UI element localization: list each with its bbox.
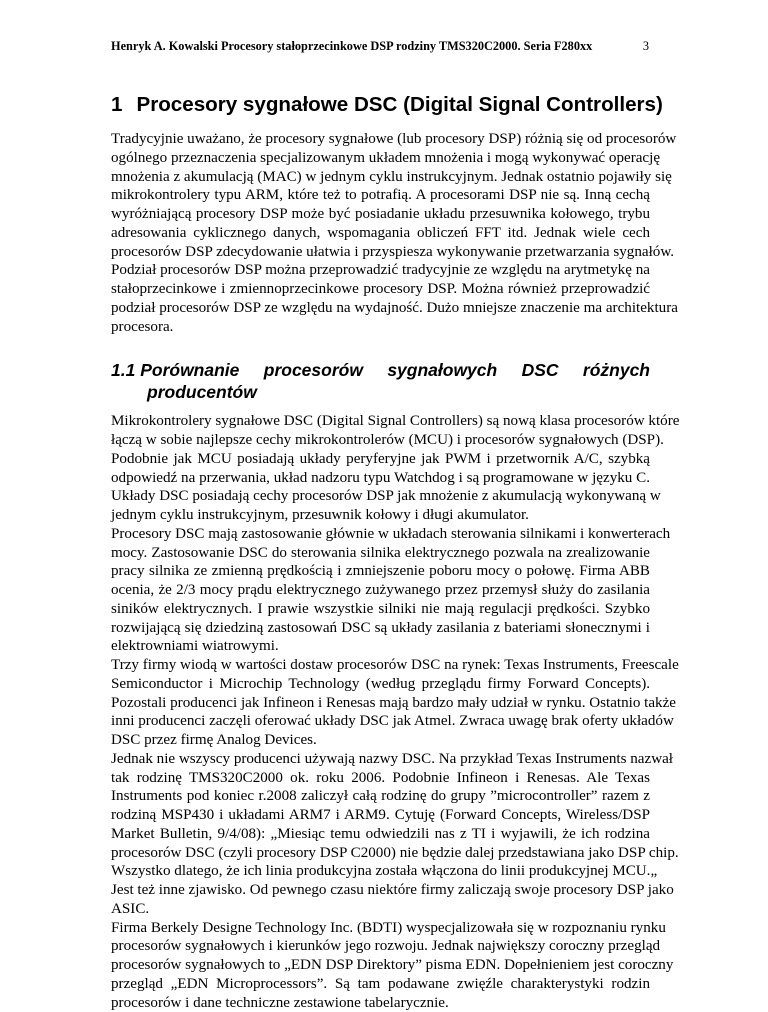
text-line: Firma Berkely Designe Technology Inc. (BDTI) wyspecjalizowała się w rozpoznaniu rynku bbox=[111, 919, 650, 938]
text-line: procesorów i dane techniczne zestawione tabelarycznie. bbox=[111, 994, 650, 1012]
text-line: wyróżniającą procesory DSP może być posiadanie układu przesuwnika kołowego, trybu bbox=[111, 205, 650, 224]
text-line: Semiconductor i Microchip Technology (według przeglądu firmy Forward Concepts). bbox=[111, 675, 650, 694]
text-line: elektrowniami wiatrowymi. bbox=[111, 637, 650, 656]
text-line: procesorów sygnałowych to „EDN DSP Direktory” pisma EDN. Dopełnieniem jest coroczny bbox=[111, 956, 650, 975]
section-1-1-number-and-word bbox=[111, 360, 239, 382]
text-line: ocenia, że 2/3 mocy prądu elektrycznego zużywanego przez przemysł służy do zasilania bbox=[111, 581, 650, 600]
text-line: DSC przez firmę Analog Devices. bbox=[111, 731, 650, 750]
text-line: rodziną MSP430 i układami ARM7 i ARM9. Cytuję (Forward Concepts, Wireless/DSP bbox=[111, 806, 650, 825]
text-line: podział procesorów DSP ze względu na wydajność. Dużo mniejsze znaczenie ma architektura bbox=[111, 299, 650, 318]
text-line: procesorów DSP zdecydowanie ułatwia i przyspiesza wykonywanie przetwarzania sygnałów. bbox=[111, 243, 650, 262]
text-line: adresowania cyklicznego danych, wspomagania obliczeń FFT itd. Jednak wiele cech bbox=[111, 224, 650, 243]
section-1-title: Procesory sygnałowe DSC (Digital Signal Controllers) bbox=[136, 93, 662, 116]
text-line: Mikrokontrolery sygnałowe DSC (Digital Signal Controllers) są nową klasa procesorów które bbox=[111, 412, 650, 431]
running-header: Henryk A. Kowalski Procesory stałoprzecinkowe DSP rodziny TMS320C2000. Seria F280xx bbox=[111, 38, 649, 54]
text-line: ASIC. bbox=[111, 900, 650, 919]
section-1-number: 1 bbox=[111, 93, 122, 116]
section-1-paragraph bbox=[111, 130, 650, 336]
text-line: procesorów sygnałowych i kierunków jego rozwoju. Jednak największy coroczny przegląd bbox=[111, 937, 650, 956]
text-line: ogólnego przeznaczenia specjalizowanym układem mnożenia i mogą wykonywać operację bbox=[111, 149, 650, 168]
page-content bbox=[111, 90, 650, 1012]
text-line: stałoprzecinkowe i zmiennoprzecinkowe procesory DSP. Można również przeprowadzić bbox=[111, 280, 650, 299]
text-line: rozwijającą się dziedziną zastosowań DSC są układy zasilania z bateriami słonecznymi i bbox=[111, 619, 650, 638]
text-line: tak rodzinę TMS320C2000 ok. roku 2006. Podobnie Infineon i Renesas. Ale Texas bbox=[111, 769, 650, 788]
text-line: przegląd „EDN Microprocessors”. Są tam podawane zwięźle charakterystyki rodzin bbox=[111, 975, 650, 994]
text-line: Procesory DSC mają zastosowanie głównie w układach sterowania silnikami i konwerterach bbox=[111, 525, 650, 544]
text-line: Podobnie jak MCU posiadają układy peryferyjne jak PWM i przetwornik A/C, szybką bbox=[111, 450, 650, 469]
text-line: siników elektrycznych. I prawie wszystkie silniki nie mają regulacji prędkości. Szybko bbox=[111, 600, 650, 619]
text-line: Podział procesorów DSP można przeprowadzić tradycyjnie ze względu na arytmetykę na bbox=[111, 261, 650, 280]
text-line: Trzy firmy wiodą w wartości dostaw procesorów DSC na rynek: Texas Instruments, Freescale bbox=[111, 656, 650, 675]
text-line: Wszystko dlatego, że ich linia produkcyjna została włączona do linii produkcyjnej MCU.„ bbox=[111, 862, 650, 881]
text-line: mnożenia z akumulacją (MAC) w jednym cyklu instrukcyjnym. Jednak ostatnio pojawiły się bbox=[111, 168, 650, 187]
text-line: Układy DSC posiadają cechy procesorów DSP jak mnożenie z akumulacją wykonywaną w bbox=[111, 487, 650, 506]
page-number: 3 bbox=[643, 38, 649, 54]
section-1-1-paragraph bbox=[111, 412, 650, 1012]
text-line: Pozostali producenci jak Infineon i Renesas mają bardzo mały udział w rynku. Ostatnio także bbox=[111, 694, 650, 713]
section-1-1-title-line-2: producentów bbox=[111, 382, 650, 404]
section-1-1-title-word: różnych bbox=[583, 360, 650, 382]
section-1-1-title-word: Porównanie bbox=[140, 360, 239, 380]
section-1-1-number: 1.1 bbox=[111, 360, 135, 380]
text-line: mocy. Zastosowanie DSC do sterowania silnika elektrycznego pozwala na zrealizowanie bbox=[111, 544, 650, 563]
section-1-1-title-word: procesorów bbox=[264, 360, 363, 382]
section-1-1-heading bbox=[111, 360, 650, 403]
text-line: mikrokontrolery typu ARM, które też to potrafią. A procesorami DSP nie są. Inną cechą bbox=[111, 186, 650, 205]
text-line: Instruments pod koniec r.2008 zaliczył całą rodzinę do grupy ”microcontroller” razem z bbox=[111, 787, 650, 806]
text-line: Tradycyjnie uważano, że procesory sygnałowe (lub procesory DSP) różnią się od procesorów bbox=[111, 130, 650, 149]
section-1-1-title-word: DSC bbox=[522, 360, 559, 382]
section-1-1-title-line-1 bbox=[111, 360, 650, 382]
text-line: Market Bulletin, 9/4/08): „Miesiąc temu odwiedzili nas z TI i wyjawili, że ich rodzina bbox=[111, 825, 650, 844]
text-line: Jednak nie wszyscy producenci używają nazwy DSC. Na przykład Texas Instruments nazwał bbox=[111, 750, 650, 769]
section-1-heading bbox=[111, 90, 650, 120]
text-line: procesora. bbox=[111, 318, 650, 337]
text-line: inni producenci zaczęli oferować układy DSC jak Atmel. Zwraca uwagę brak oferty układów bbox=[111, 712, 650, 731]
text-line: Jest też inne zjawisko. Od pewnego czasu niektóre firmy zaliczają swoje procesory DSP jako bbox=[111, 881, 650, 900]
section-1-1-title-word: sygnałowych bbox=[387, 360, 497, 382]
text-line: jednym cyklu instrukcyjnym, przesuwnik kołowy i długi akumulator. bbox=[111, 506, 650, 525]
text-line: łączą w sobie najlepsze cechy mikrokontrolerów (MCU) i procesorów sygnałowych (DSP). bbox=[111, 431, 650, 450]
text-line: pracy silnika ze zmienną prędkością i zmniejszenie poboru mocy o połowę. Firma ABB bbox=[111, 562, 650, 581]
text-line: odpowiedź na przerwania, układ nadzoru typu Watchdog i są programowane w języku C. bbox=[111, 469, 650, 488]
text-line: procesorów DSC (czyli procesory DSP C2000) nie będzie dalej przedstawiana jako DSP chip. bbox=[111, 844, 650, 863]
